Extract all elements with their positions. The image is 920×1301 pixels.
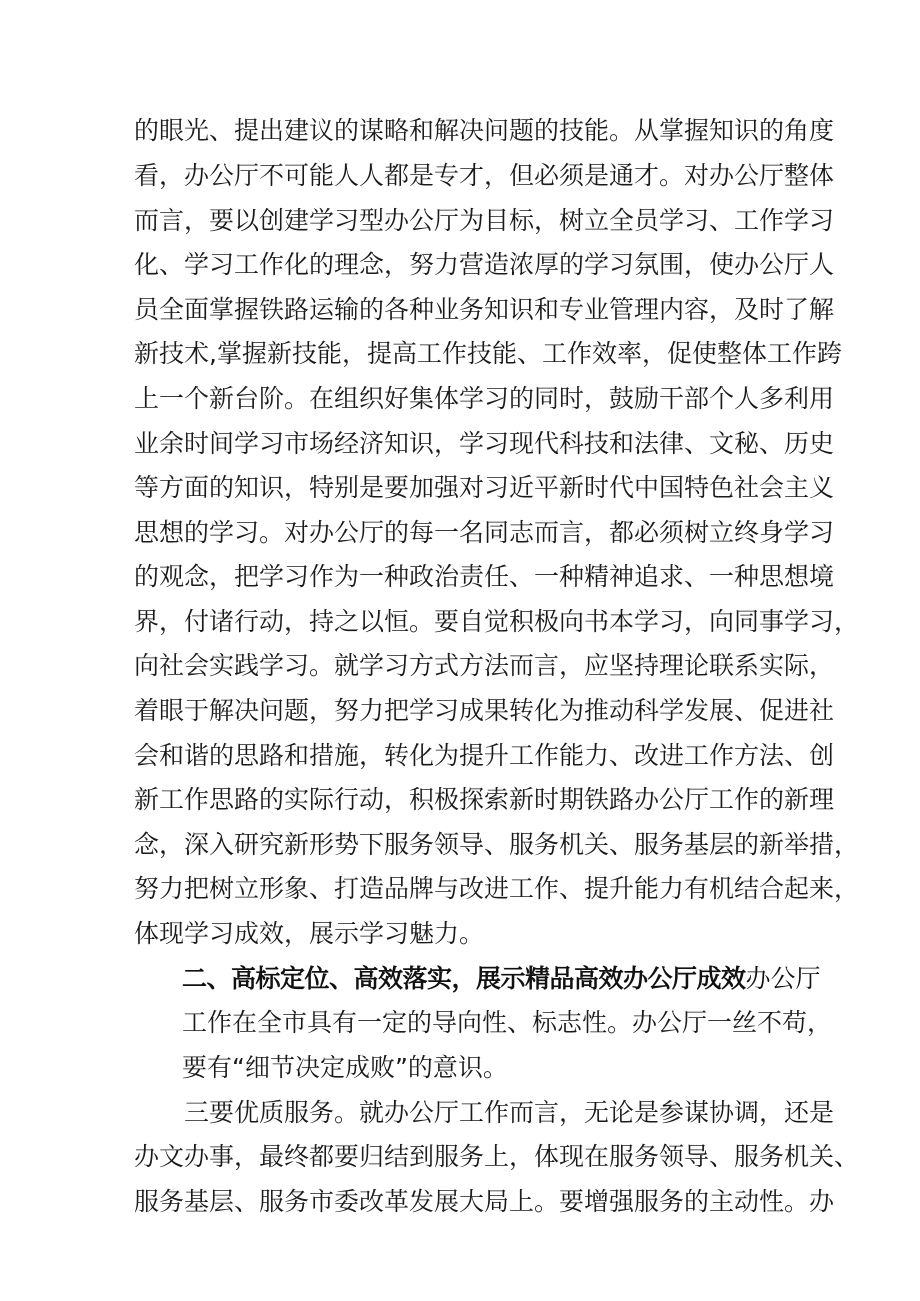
paragraph-line: 上一个新台阶。在组织好集体学习的同时，鼓励干部个人多利用 [134,384,835,413]
section-heading [182,964,821,994]
paragraph-line: 而言，要以创建学习型办公厅为目标，树立全员学习、工作学习 [134,206,835,235]
section-line: 要有“细节决定成败”的意识。 [182,1053,508,1082]
paragraph-line: 业余时间学习市场经济知识，学习现代科技和法律、文秘、历史 [134,429,835,458]
paragraph-line: 界，付诸行动，持之以恒。要自觉积极向书本学习，向同事学习， [134,607,860,636]
paragraph-line: 服务基层、服务市委改革发展大局上。要增强服务的主动性。办 [134,1187,835,1216]
paragraph-line: 等方面的知识，特别是要加强对习近平新时代中国特色社会主义 [134,473,835,502]
paragraph-line: 向社会实践学习。就学习方式方法而言，应坚持理论联系实际， [134,651,835,680]
paragraph-line: 思想的学习。对办公厅的每一名同志而言，都必须树立终身学习 [134,518,835,547]
paragraph-line: 体现学习成效，展示学习魅力。 [134,919,485,948]
paragraph-line: 努力把树立形象、打造品牌与改进工作、提升能力有机结合起来， [134,874,860,903]
paragraph-line: 化、学习工作化的理念，努力营造浓厚的学习氛围，使办公厅人 [134,250,835,279]
paragraph-line: 办文办事，最终都要归结到服务上，体现在服务领导、服务机关、 [134,1142,860,1171]
paragraph-line: 念，深入研究新形势下服务领导、服务机关、服务基层的新举措， [134,830,860,859]
section-heading-bold: 二、高标定位、高效落实，展示精品高效办公厅成效 [182,964,746,993]
paragraph-line: 会和谐的思路和措施，转化为提升工作能力、改进工作方法、创 [134,741,835,770]
paragraph-line: 新技术,掌握新技能，提高工作技能、工作效率，促使整体工作跨 [134,339,842,368]
paragraph-line: 看，办公厅不可能人人都是专才，但必须是通才。对办公厅整体 [134,161,835,190]
paragraph-line: 的眼光、提出建议的谋略和解决问题的技能。从掌握知识的角度 [134,116,835,145]
section-heading-tail: 办公厅 [745,964,821,993]
paragraph-line: 着眼于解决问题，努力把学习成果转化为推动科学发展、促进社 [134,696,835,725]
paragraph-line: 三要优质服务。就办公厅工作而言，无论是参谋协调，还是 [184,1098,835,1127]
section-line: 工作在全市具有一定的导向性、标志性。办公厅一丝不苟， [182,1008,833,1037]
paragraph-line: 的观念，把学习作为一种政治责任、一种精神追求、一种思想境 [134,562,835,591]
paragraph-line: 新工作思路的实际行动，积极探索新时期铁路办公厅工作的新理 [134,785,835,814]
paragraph-line: 员全面掌握铁路运输的各种业务知识和专业管理内容，及时了解 [134,295,835,324]
